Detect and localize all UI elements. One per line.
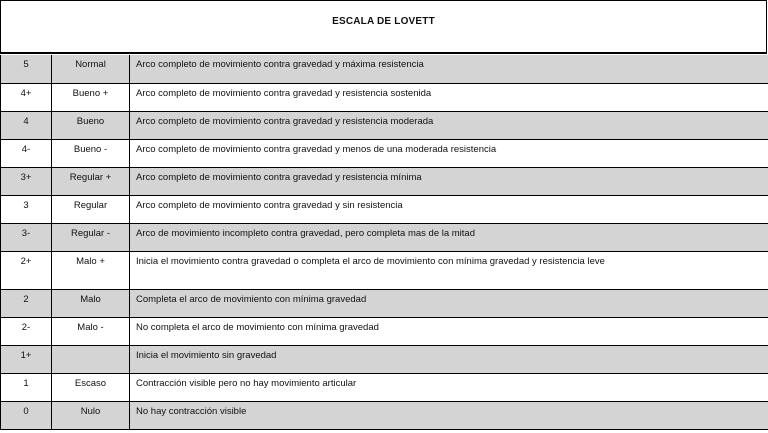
grade-cell: 2- [1,317,52,345]
title-cell [0,0,767,54]
grade-cell: 3 [1,195,52,223]
table-row [1,167,768,195]
grade-cell: 0 [1,401,52,429]
grade-cell: 4+ [1,83,52,111]
grade-cell: 2 [1,289,52,317]
grade-cell: 2+ [1,251,52,289]
name-cell: Bueno - [52,139,130,167]
description-cell: Arco completo de movimiento contra gravedad y sin resistencia [130,195,768,223]
name-cell: Malo - [52,317,130,345]
table-row [1,345,768,373]
description-cell: No hay contracción visible [130,401,768,429]
grade-cell: 5 [1,55,52,83]
grade-cell: 3+ [1,167,52,195]
name-cell: Malo + [52,251,130,289]
name-cell: Escaso [52,373,130,401]
table-row [1,289,768,317]
description-cell: Arco completo de movimiento contra gravedad y resistencia sostenida [130,83,768,111]
name-cell: Regular [52,195,130,223]
lovett-scale-table [0,55,768,430]
grade-cell: 4 [1,111,52,139]
name-cell [52,345,130,373]
description-cell: Arco de movimiento incompleto contra gravedad, pero completa mas de la mitad [130,223,768,251]
name-cell: Regular - [52,223,130,251]
grade-cell: 1 [1,373,52,401]
table-row [1,195,768,223]
name-cell: Malo [52,289,130,317]
name-cell: Nulo [52,401,130,429]
name-cell: Bueno + [52,83,130,111]
description-cell: Arco completo de movimiento contra gravedad y resistencia mínima [130,167,768,195]
name-cell: Bueno [52,111,130,139]
description-cell: No completa el arco de movimiento con mínima gravedad [130,317,768,345]
table-row [1,401,768,429]
description-cell: Arco completo de movimiento contra gravedad y menos de una moderada resistencia [130,139,768,167]
grade-cell: 1+ [1,345,52,373]
description-cell: Arco completo de movimiento contra gravedad y resistencia moderada [130,111,768,139]
description-cell: Contracción visible pero no hay movimiento articular [130,373,768,401]
table-row [1,111,768,139]
description-cell: Completa el arco de movimiento con mínima gravedad [130,289,768,317]
page-title: ESCALA DE LOVETT [332,16,435,27]
table-row [1,223,768,251]
grade-cell: 3- [1,223,52,251]
name-cell: Regular + [52,167,130,195]
table-row [1,373,768,401]
table-row [1,55,768,83]
description-cell: Inicia el movimiento contra gravedad o completa el arco de movimiento con mínima gravedad y resistencia leve [130,251,768,289]
table-row [1,251,768,289]
table-row [1,139,768,167]
description-cell: Arco completo de movimiento contra gravedad y máxima resistencia [130,55,768,83]
table-row [1,83,768,111]
grade-cell: 4- [1,139,52,167]
table-row [1,317,768,345]
description-cell: Inicia el movimiento sin gravedad [130,345,768,373]
name-cell: Normal [52,55,130,83]
